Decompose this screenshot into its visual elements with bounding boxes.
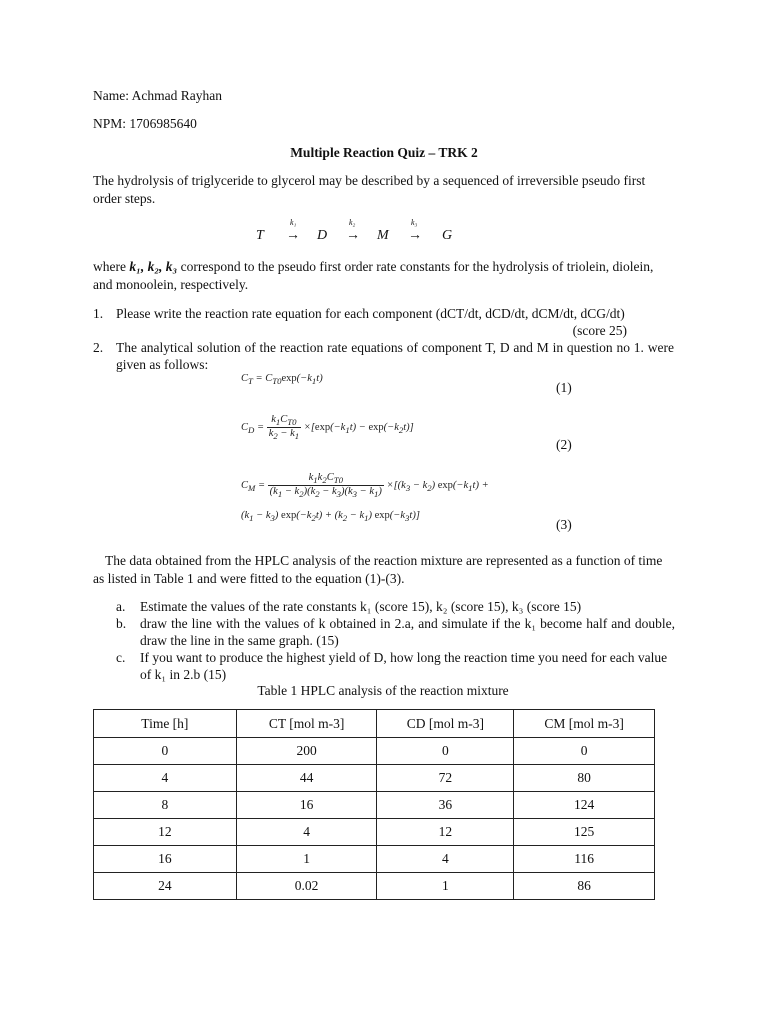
equation-1: $C_T = C_{T0}\exp(-k_1t)$ [241, 373, 323, 387]
header-time: Time [h] [94, 710, 237, 738]
rate-label-k1: k₁ [290, 218, 297, 227]
subquestion-b-label: b. [116, 616, 127, 631]
species-d: D [317, 228, 328, 243]
table-cell: 8 [94, 792, 237, 819]
table-cell: 1 [377, 873, 514, 900]
equation-3-number: (3) [556, 517, 572, 532]
species-g: G [442, 228, 453, 243]
table-cell: 12 [377, 819, 514, 846]
table-cell: 116 [514, 846, 655, 873]
equation-2: $C_D$ = $\frac{k_1C_{T0}}{k_2 - k_1}$ $\times[\exp(-k_1t) - \exp(-k_2t)]$ [241, 414, 414, 442]
table-row [94, 819, 655, 846]
header-cd: CD [mol m-3] [377, 710, 514, 738]
name-line: Name: Achmad Rayhan [93, 88, 222, 103]
arrow-icon: → [286, 228, 300, 243]
table-cell: 1 [236, 846, 377, 873]
data-intro-paragraph: The data obtained from the HPLC analysis of the reaction mixture are represented as a function of time as listed in Table 1 and were fitted to the equation (1)-(3). [93, 553, 663, 586]
table-cell: 44 [236, 765, 377, 792]
question-1-number: 1. [93, 306, 104, 321]
question-1-body: Please write the reaction rate equation for each component (dCT/dt, dCD/dt, dCM/dt, dCG/dt) [116, 306, 625, 321]
table-cell: 24 [94, 873, 237, 900]
equation-3-line-2: $(k_1 - k_3) \exp(-k_2t) + (k_2 - k_1)$ $\exp(-k_3t)$] [241, 510, 420, 524]
equation-1-number: (1) [556, 380, 572, 395]
arrow-icon: → [346, 228, 360, 243]
subquestion-c-label: c. [116, 650, 126, 665]
species-t: T [256, 228, 264, 243]
table-row [94, 738, 655, 765]
header-cm: CM [mol m-3] [514, 710, 655, 738]
rate-constant-list: k₁, k₂, k₃ [129, 259, 178, 274]
where-prefix: where [93, 259, 126, 274]
table-cell: 12 [94, 819, 237, 846]
page-title: Multiple Reaction Quiz – TRK 2 [290, 145, 478, 160]
table-cell: 4 [94, 765, 237, 792]
header-ct: CT [mol m-3] [236, 710, 377, 738]
subquestion-c-text: If you want to produce the highest yield of D, how long the reaction time you need for each value of k₁ in 2.b (15) [140, 650, 668, 682]
question-2-number: 2. [93, 340, 104, 355]
hplc-data-table [93, 709, 655, 900]
table-row [94, 846, 655, 873]
table-caption: Table 1 HPLC analysis of the reaction mixture [257, 683, 509, 698]
table-cell: 0 [94, 738, 237, 765]
equation-3-line-1: $C_M$ = $\frac{k_1k_2C_{T0}}{(k_1 - k_2)(k_2 - k_3)(k_3 - k_1)}$ $\times[(k_3 - k_2) \exp(-k_1t)$ + [241, 472, 489, 500]
table-cell: 72 [377, 765, 514, 792]
arrow-icon: → [408, 228, 422, 243]
table-row [94, 792, 655, 819]
table-cell: 0 [514, 738, 655, 765]
where-suffix: correspond to the pseudo first order rate constants for the hydrolysis of triolein, diolein, and monoolein, respectively. [93, 259, 654, 292]
table-header-row [94, 710, 655, 738]
table-cell: 16 [236, 792, 377, 819]
question-2-text: The analytical solution of the reaction rate equations of component T, D and M in question no 1. were given as follows: [116, 340, 674, 372]
table-cell: 125 [514, 819, 655, 846]
intro-paragraph: The hydrolysis of triglyceride to glycerol may be described by a sequenced of irreversible pseudo first order steps. [93, 173, 646, 206]
table-cell: 124 [514, 792, 655, 819]
species-m: M [377, 228, 389, 243]
table-row [94, 765, 655, 792]
table-cell: 4 [377, 846, 514, 873]
subquestion-a-text: Estimate the values of the rate constants k₁ (score 15), k₂ (score 15), k₃ (score 15) [140, 599, 582, 614]
subquestion-b-text: draw the line with the values of k obtained in 2.a, and simulate if the k₁ become half and double, draw the line in the same graph. (15) [140, 616, 675, 648]
table-cell: 4 [236, 819, 377, 846]
table-cell: 200 [236, 738, 377, 765]
question-1-score: (score 25) [572, 323, 627, 338]
subquestion-a-label: a. [116, 599, 126, 614]
question-1-text [116, 305, 674, 339]
table-row [94, 873, 655, 900]
table-cell: 16 [94, 846, 237, 873]
rate-label-k3: k₃ [411, 218, 418, 227]
table-cell: 86 [514, 873, 655, 900]
rate-label-k2: k₂ [349, 218, 356, 227]
table-cell: 0 [377, 738, 514, 765]
where-paragraph [93, 258, 675, 294]
equation-2-number: (2) [556, 437, 572, 452]
npm-line: NPM: 1706985640 [93, 116, 197, 131]
table-cell: 80 [514, 765, 655, 792]
table-cell: 36 [377, 792, 514, 819]
table-cell: 0.02 [236, 873, 377, 900]
